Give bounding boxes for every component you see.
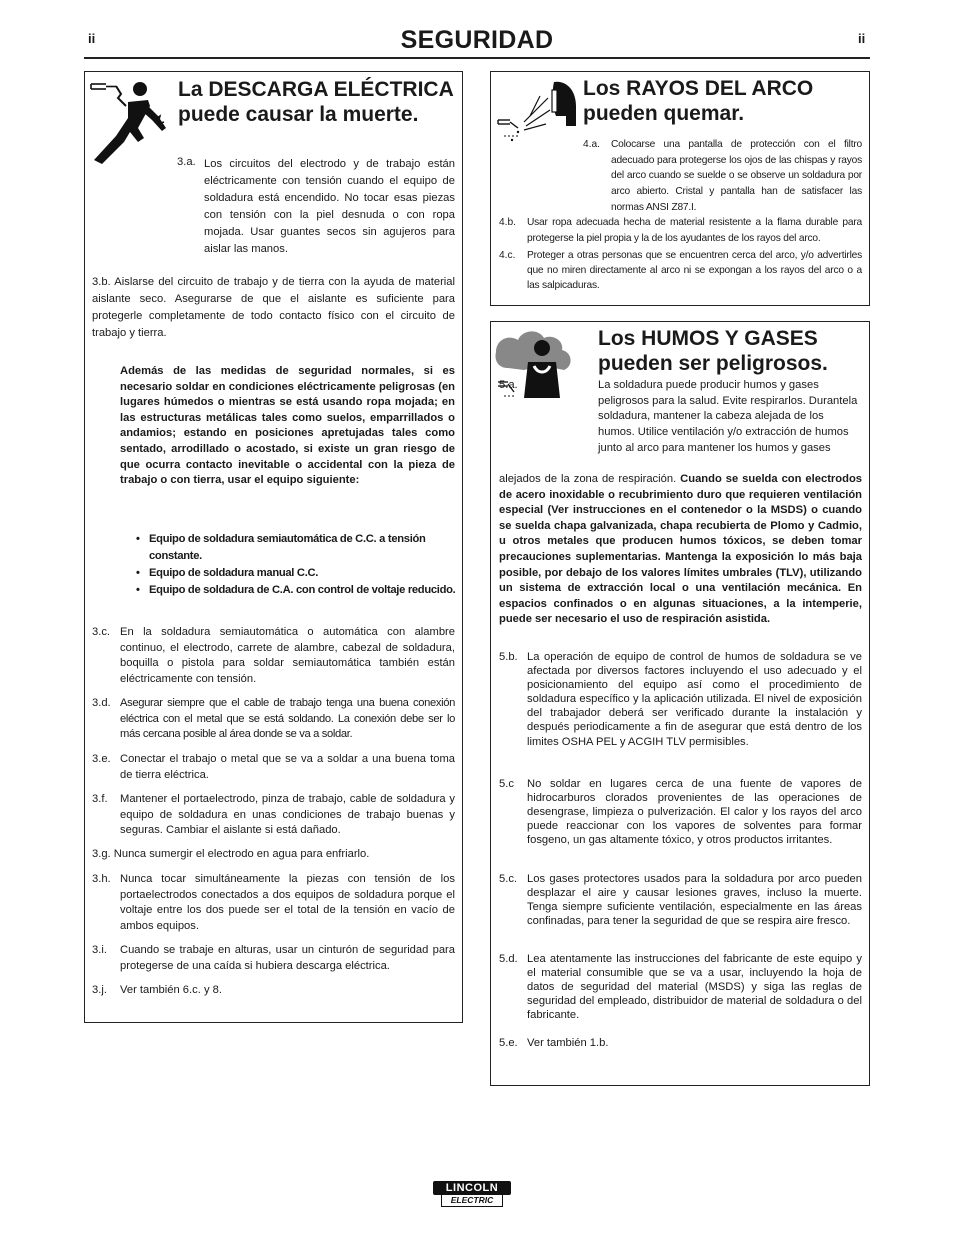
- electric-heading-line2: puede causar la muerte.: [178, 103, 419, 126]
- lincoln-electric-logo: [433, 1181, 513, 1209]
- page-title: SEGURIDAD: [400, 26, 554, 54]
- item-number: 5.b.: [499, 651, 518, 663]
- bullet-text: Equipo de soldadura semiautomática de C.C. a tensión constante.: [149, 533, 426, 562]
- item-number: 4.c.: [499, 250, 516, 261]
- arc-rays-icon: [494, 76, 578, 150]
- warning-paragraph: Además de las medidas de seguridad normales, si es necesario soldar en condiciones eléctricamente peligrosas (en lugares húmedos o mientras se está usando ropa mojada; en las estructuras metálicas tales como suelos, emparrillados o andamios; estando en posiciones apretujadas tales como sentado, arrodillado o acostado, si existe un gran riesgo de que ocurra contacto inevitable o accidental con la pieza de trabajo o con tierra, usar el equipo siguiente:: [120, 365, 455, 487]
- item-number: 5.e.: [499, 1037, 518, 1049]
- item-text: Ver también 6.c. y 8.: [120, 984, 222, 996]
- item-3a-number: 3.a.: [177, 156, 196, 168]
- item-number: 3.f.: [92, 793, 108, 805]
- page-number-right: ii: [858, 31, 866, 46]
- item-number: 5.d.: [499, 953, 518, 965]
- bullet-text: Equipo de soldadura manual C.C.: [149, 567, 319, 579]
- item-text: Ver también 1.b.: [527, 1037, 609, 1049]
- equipment-list: [136, 531, 456, 599]
- item-5a-continued: [499, 472, 862, 628]
- logo-line2: ELECTRIC: [441, 1195, 503, 1207]
- item-number: 3.h.: [92, 873, 111, 885]
- electric-heading-line1: La DESCARGA ELÉCTRICA: [178, 78, 454, 101]
- item-text: La operación de equipo de control de humos de soldadura se ve afectada por diversos factores incluyendo el uso adecuado y el posicionamiento del equipo así como el procedimiento de soldadura específico y la aplicación utilizada. El nivel de exposición del trabajador deberá ser verificado durante la instalación y después periodicamente a fin de asegurar que está dentro de los limites OSHA PEL y ACGIH TLV permisibles.: [527, 651, 862, 748]
- item-number: 3.d.: [92, 697, 111, 709]
- item-text: Usar ropa adecuada hecha de material resistente a la flama durable para protegerse la piel propia y la de los ayudantes de los rayos del arco.: [527, 217, 862, 244]
- item-text: Conectar el trabajo o metal que se va a soldar a una buena toma de tierra eléctrica.: [120, 753, 455, 781]
- item-4a-text: Colocarse una pantalla de protección con el filtro adecuado para protegerse los ojos de las chispas y rayos del arco cuando se suelde o se observe un soldadura por arco abierto. Cristal y pantalla han de satisfacer las normas ANSI Z87.I.: [611, 139, 862, 213]
- item-number: 3.i.: [92, 944, 107, 956]
- electric-shock-heading: [178, 77, 458, 127]
- logo-line1: LINCOLN: [433, 1181, 511, 1195]
- item-text: Mantener el portaelectrodo, pinza de trabajo, cable de soldadura y equipo de soldadura en unas condiciones de trabajo buenas y seguras. Cambiar el aislante si está dañado.: [120, 793, 455, 837]
- arc-rays-heading: [583, 76, 863, 126]
- item-3g: 3.g. Nunca sumergir el electrodo en agua para enfriarlo.: [92, 848, 370, 860]
- list-item: • Equipo de soldadura de C.A. con control de voltaje reducido.: [136, 584, 456, 596]
- list-item: • Equipo de soldadura manual C.C.: [136, 567, 319, 579]
- item-text: En la soldadura semiautomática o automática con alambre continuo, el electrodo, carrete de alambre, cabezal de soldadura, boquilla o pistola para soldar semiautomática también están eléctricamente con tensión.: [120, 626, 455, 685]
- item-3a-text: Los circuitos del electrodo y de trabajo están eléctricamente con tensión cuando el equipo de soldadura está encendido. No tocar esas piezas con tensión con la piel desnuda o con ropa mojada. Usar guantes secos sin agujeros para aislar las manos.: [204, 158, 455, 256]
- item-text: Lea atentamente las instrucciones del fabricante de este equipo y el material consumible que se va a usar, incluyendo la hoja de datos de seguridad del material (MSDS) y siga las reglas de seguridad del empleado, distribuidor de material de soldadura o del fabricante.: [527, 953, 862, 1022]
- item-4a-number: 4.a.: [583, 139, 600, 150]
- item-number: 5.c: [499, 778, 514, 790]
- bullet-text: Equipo de soldadura de C.A. con control de voltaje reducido.: [149, 584, 456, 596]
- fumes-heading-line1: Los HUMOS Y GASES: [598, 327, 818, 350]
- item-5a-text: La soldadura puede producir humos y gases peligrosos para la salud. Evite respirarlos. Durantela soldadura, mantener la cabeza alejada de los humos. Utilice ventilación y/o extracción de humos junto al arco para mantener los humos y gases: [598, 379, 858, 454]
- item-text: Cuando se trabaje en alturas, usar un cinturón de seguridad para protegerse de una caída si hubiera descarga eléctrica.: [120, 944, 455, 972]
- item-text: No soldar en lugares cerca de una fuente de vapores de hidrocarburos clorados provenientes de las operaciones de desengrase, limpieza o pulverización. El calor y los rayos del arco puede reaccionar con los vapores de solventes para formar fosgeno, un gas altamente tóxico, y otros productos irritantes.: [527, 778, 862, 847]
- item-text: Proteger a otras personas que se encuentren cerca del arco, y/o advertirles que no miren directamente al arco ni se expongan a los rayos del arco o a las salpicaduras.: [527, 250, 862, 292]
- item-number: 4.b.: [499, 217, 516, 228]
- item-number: 3.c.: [92, 626, 111, 638]
- fumes-heading-line2: pueden ser peligrosos.: [598, 352, 828, 375]
- item-text: Asegurar siempre que el cable de trabajo tenga una buena conexión eléctrica con el metal que se está soldando. La conexión debe ser lo más cercana posible al área donde se va a soldar.: [120, 697, 455, 741]
- arc-heading-line1: Los RAYOS DEL ARCO: [583, 77, 814, 100]
- electric-shock-icon: [88, 76, 170, 172]
- item-number: 3.e.: [92, 753, 111, 765]
- list-item: • Equipo de soldadura semiautomática de C.C. a tensión constante.: [136, 533, 426, 562]
- item-5a-number: 5.a.: [499, 379, 518, 391]
- item-5a-continued-text: alejados de la zona de respiración.: [499, 473, 677, 485]
- arc-heading-line2: pueden quemar.: [583, 102, 745, 125]
- item-text: Los gases protectores usados para la soldadura por arco pueden desplazar el aire y causar lesiones graves, incluso la muerte. Tenga siempre suficiente ventilación, especialmente en las áreas confinadas, para tener la seguridad de que se respira aire fresco.: [527, 873, 862, 928]
- item-number: 5.c.: [499, 873, 518, 885]
- item-5a-warning-text: Cuando se suelda con electrodos de acero inoxidable o recubrimiento duro que requieren ventilación especial (Ver instrucciones en el contenedor o la MSDS) o cuando se suelda chapa galvanizada, chapa recubierta de Plomo y Cadmio, u otros metales que producen humos tóxicos, se deben tomar precauciones suplementarias. Mantenga la exposición lo más baja posible, por debajo de los valores límites umbrales (TLV), utilizando un sistema de extracción local o una ventilación mecánica. En espacios confinados o en algunas situaciones, a la intemperie, puede ser necesario el uso de respiración asistida.: [499, 473, 863, 626]
- item-text: Nunca tocar simultáneamente la piezas con tensión de los portaelectrodos conectados a dos equipos de soldadura porque el voltaje entre los dos puede ser el total de la tensión en vacío de ambos equipos.: [120, 873, 455, 932]
- item-number: 3.j.: [92, 984, 107, 996]
- item-3b-text: 3.b. Aislarse del circuito de trabajo y de tierra con la ayuda de material aislante seco. Asegurarse de que el aislante es suficiente para protegerle completamente de todo contacto físico con el circuito de trabajo y tierra.: [92, 276, 455, 340]
- header-rule: [84, 57, 870, 59]
- fumes-heading: [598, 326, 863, 376]
- page-number-left: ii: [88, 31, 96, 46]
